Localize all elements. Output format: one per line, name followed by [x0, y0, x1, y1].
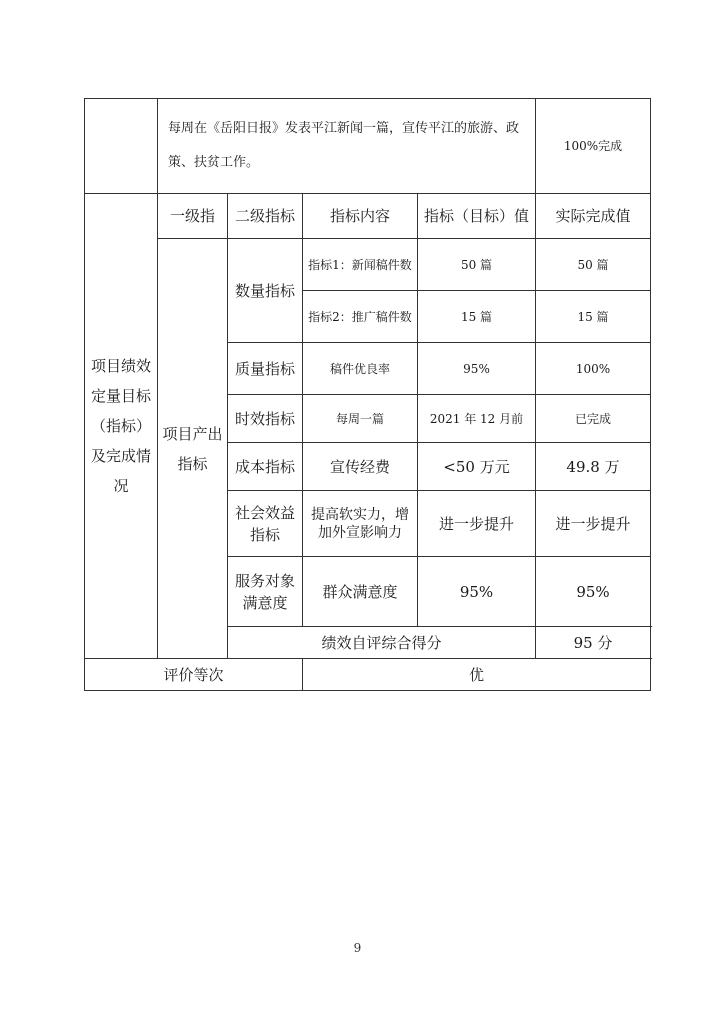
level2-cell: 成本指标	[228, 443, 303, 491]
performance-table	[84, 98, 651, 691]
project-description: 每周在《岳阳日报》发表平江新闻一篇，宣传平江的旅游、政策、扶贫工作。	[158, 99, 536, 194]
content-cell: 指标1：新闻稿件数	[303, 239, 418, 291]
page-number: 9	[353, 941, 362, 955]
actual-cell: 50 篇	[536, 239, 651, 291]
grade-row	[85, 659, 651, 691]
content-cell: 群众满意度	[303, 557, 418, 627]
content-cell: 稿件优良率	[303, 343, 418, 395]
table-header-row	[85, 194, 651, 239]
header-content: 指标内容	[303, 194, 418, 239]
category-header: 项目绩效定量目标（指标）及完成情况	[85, 194, 158, 659]
header-actual: 实际完成值	[536, 194, 651, 239]
target-cell: 95%	[418, 557, 536, 627]
target-cell: 15 篇	[418, 291, 536, 343]
table-row	[85, 239, 651, 291]
level2-cell: 时效指标	[228, 395, 303, 443]
level1-output: 项目产出指标	[158, 239, 228, 659]
actual-cell: 49.8 万	[536, 443, 651, 491]
blank-cell	[85, 99, 158, 194]
target-cell: <50 万元	[418, 443, 536, 491]
content-cell: 指标2：推广稿件数	[303, 291, 418, 343]
target-cell: 进一步提升	[418, 491, 536, 557]
target-cell: 2021 年 12 月前	[418, 395, 536, 443]
level2-cell: 质量指标	[228, 343, 303, 395]
target-cell: 50 篇	[418, 239, 536, 291]
grade-value: 优	[303, 659, 651, 691]
header-level2: 二级指标	[228, 194, 303, 239]
target-cell: 95%	[418, 343, 536, 395]
actual-cell: 进一步提升	[536, 491, 651, 557]
level2-cell: 服务对象满意度	[228, 557, 303, 627]
actual-cell: 已完成	[536, 395, 651, 443]
table-row	[85, 99, 651, 194]
actual-cell: 15 篇	[536, 291, 651, 343]
actual-cell: 100%	[536, 343, 651, 395]
actual-cell: 95%	[536, 557, 651, 627]
content-cell: 宣传经费	[303, 443, 418, 491]
grade-label: 评价等次	[85, 659, 303, 691]
content-cell: 提高软实力，增加外宣影响力	[303, 491, 418, 557]
header-target: 指标（目标）值	[418, 194, 536, 239]
score-value: 95 分	[536, 627, 651, 659]
level2-cell: 社会效益指标	[228, 491, 303, 557]
score-label: 绩效自评综合得分	[228, 627, 536, 659]
description-actual: 100%完成	[536, 99, 651, 194]
header-level1: 一级指	[158, 194, 228, 239]
performance-table-page	[84, 98, 650, 691]
level2-cell: 数量指标	[228, 239, 303, 343]
content-cell: 每周一篇	[303, 395, 418, 443]
